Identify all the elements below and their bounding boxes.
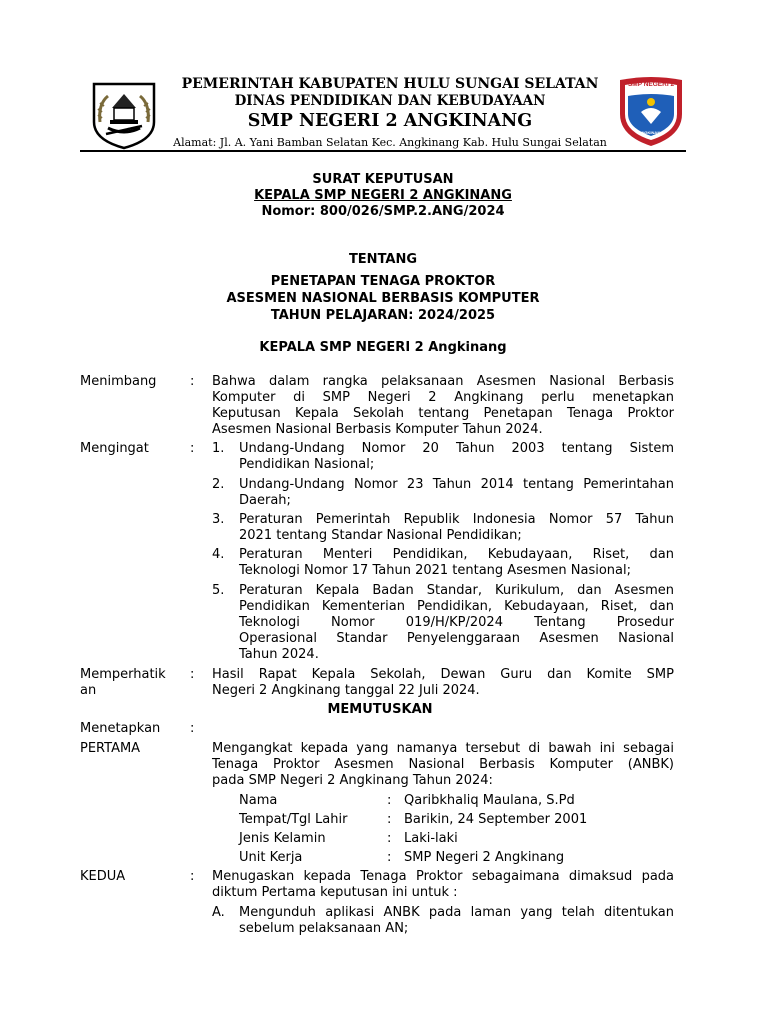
regency-emblem-icon	[88, 78, 160, 150]
field-value-jenis-kelamin: Laki-laki	[404, 831, 458, 846]
list-item-line: Mengunduh aplikasi ANBK pada laman yang telah ditentukan	[239, 905, 674, 920]
mengingat-label: Mengingat	[80, 441, 149, 456]
memperhatikan-line: Hasil Rapat Kepala Sekolah, Dewan Guru dan Komite SMP	[212, 667, 674, 682]
letterhead	[80, 70, 686, 152]
tentang-heading: TENTANG	[348, 252, 418, 267]
menetapkan-label: Menetapkan	[80, 721, 161, 736]
memperhatikan-label: Memperhatik	[80, 667, 166, 682]
field-colon: :	[387, 793, 392, 808]
list-number: 5.	[212, 583, 225, 598]
pertama-line: pada SMP Negeri 2 Angkinang Tahun 2024:	[212, 773, 493, 788]
list-item-line: Peraturan Kepala Badan Standar, Kurikulum, dan Asesmen	[239, 583, 674, 598]
field-colon: :	[387, 831, 392, 846]
list-number: 1.	[212, 441, 225, 456]
list-item-line: Undang-Undang Nomor 20 Tahun 2003 tentang Sistem	[239, 441, 674, 456]
school-logo-icon	[616, 74, 686, 148]
field-value-unit-kerja: SMP Negeri 2 Angkinang	[404, 850, 565, 865]
memperhatikan-line: Negeri 2 Angkinang tanggal 22 Juli 2024.	[212, 683, 480, 698]
list-item-line: Operasional Standar Penyelenggaraan Asesmen Nasional	[239, 631, 674, 646]
pertama-line: Mengangkat kepada yang namanya tersebut di bawah ini sebagai	[212, 741, 674, 756]
field-label-nama: Nama	[239, 793, 278, 808]
field-value-ttl: Barikin, 24 September 2001	[404, 812, 588, 827]
kedua-line: Menugaskan kepada Tenaga Proktor sebagaimana dimaksud pada	[212, 869, 674, 884]
list-item-line: Teknologi Nomor 019/H/KP/2024 Tentang Prosedur	[239, 615, 674, 630]
memperhatikan-colon: :	[190, 667, 195, 682]
field-label-ttl: Tempat/Tgl Lahir	[239, 812, 348, 827]
menimbang-line: Bahwa dalam rangka pelaksanaan Asesmen Nasional Berbasis	[212, 374, 674, 389]
field-label-jenis-kelamin: Jenis Kelamin	[239, 831, 326, 846]
pertama-line: Tenaga Proktor Asesmen Nasional Berbasis Komputer (ANBK)	[212, 757, 674, 772]
principal-heading: KEPALA SMP NEGERI 2 Angkinang	[259, 340, 507, 355]
list-item-line: 2021 tentang Standar Nasional Pendidikan;	[239, 528, 522, 543]
field-label-unit-kerja: Unit Kerja	[239, 850, 303, 865]
memperhatikan-label-cont: an	[80, 683, 97, 698]
memutuskan-heading: MEMUTUSKAN	[327, 702, 433, 717]
field-colon: :	[387, 812, 392, 827]
menimbang-label: Menimbang	[80, 374, 157, 389]
list-item-line: Daerah;	[239, 493, 291, 508]
list-item-line: Teknologi Nomor 17 Tahun 2021 tentang Asesmen Nasional;	[239, 563, 631, 578]
decree-number: Nomor: 800/026/SMP.2.ANG/2024	[261, 204, 505, 219]
subject-line-2: ASESMEN NASIONAL BERBASIS KOMPUTER	[226, 291, 540, 306]
letterhead-text	[170, 76, 610, 151]
subject-line-1: PENETAPAN TENAGA PROKTOR	[270, 274, 496, 289]
menimbang-colon: :	[190, 374, 195, 389]
list-item-line: Pendidikan Nasional;	[239, 457, 375, 472]
decree-issuer-wrap	[80, 187, 686, 204]
list-number: 3.	[212, 512, 225, 527]
school-address: Alamat: Jl. A. Yani Bamban Selatan Kec. Angkinang Kab. Hulu Sungai Selatan	[173, 136, 607, 149]
field-value-nama: Qaribkhaliq Maulana, S.Pd	[404, 793, 575, 808]
list-item-line: Undang-Undang Nomor 23 Tahun 2014 tentang Pemerintahan	[239, 477, 674, 492]
mengingat-colon: :	[190, 441, 195, 456]
decree-issuer: KEPALA SMP NEGERI 2 ANGKINANG	[254, 188, 512, 203]
list-item-line: Tahun 2024.	[239, 647, 319, 662]
pertama-label: PERTAMA	[80, 741, 141, 756]
kedua-line: diktum Pertama keputusan ini untuk :	[212, 885, 458, 900]
school-name: SMP NEGERI 2 ANGKINANG	[247, 111, 533, 131]
list-number: 2.	[212, 477, 225, 492]
list-letter: A.	[212, 905, 225, 920]
list-item-line: sebelum pelaksanaan AN;	[239, 921, 409, 936]
menimbang-line: Komputer di SMP Negeri 2 Angkinang perlu menetapkan	[212, 390, 674, 405]
subject-line-3: TAHUN PELAJARAN: 2024/2025	[270, 308, 496, 323]
department-name: DINAS PENDIDIKAN DAN KEBUDAYAAN	[234, 93, 546, 109]
decree-heading: SURAT KEPUTUSAN	[312, 172, 454, 187]
menimbang-line: Keputusan Kepala Sekolah tentang Penetapan Tenaga Proktor	[212, 406, 674, 421]
list-number: 4.	[212, 547, 225, 562]
menetapkan-colon: :	[190, 721, 195, 736]
svg-text:SMP NEGERI 2: SMP NEGERI 2	[627, 81, 675, 88]
svg-text:ANGKINANG: ANGKINANG	[638, 130, 664, 135]
letterhead-divider	[80, 150, 686, 152]
kedua-label: KEDUA	[80, 869, 126, 884]
kedua-colon: :	[190, 869, 195, 884]
list-item-line: Peraturan Pemerintah Republik Indonesia Nomor 57 Tahun	[239, 512, 674, 527]
list-item-line: Pendidikan Kementerian Pendidikan, Kebudayaan, Riset, dan	[239, 599, 674, 614]
government-name: PEMERINTAH KABUPATEN HULU SUNGAI SELATAN	[181, 76, 599, 92]
list-item-line: Peraturan Menteri Pendidikan, Kebudayaan, Riset, dan	[239, 547, 674, 562]
menimbang-line: Asesmen Nasional Berbasis Komputer Tahun 2024.	[212, 422, 543, 437]
field-colon: :	[387, 850, 392, 865]
